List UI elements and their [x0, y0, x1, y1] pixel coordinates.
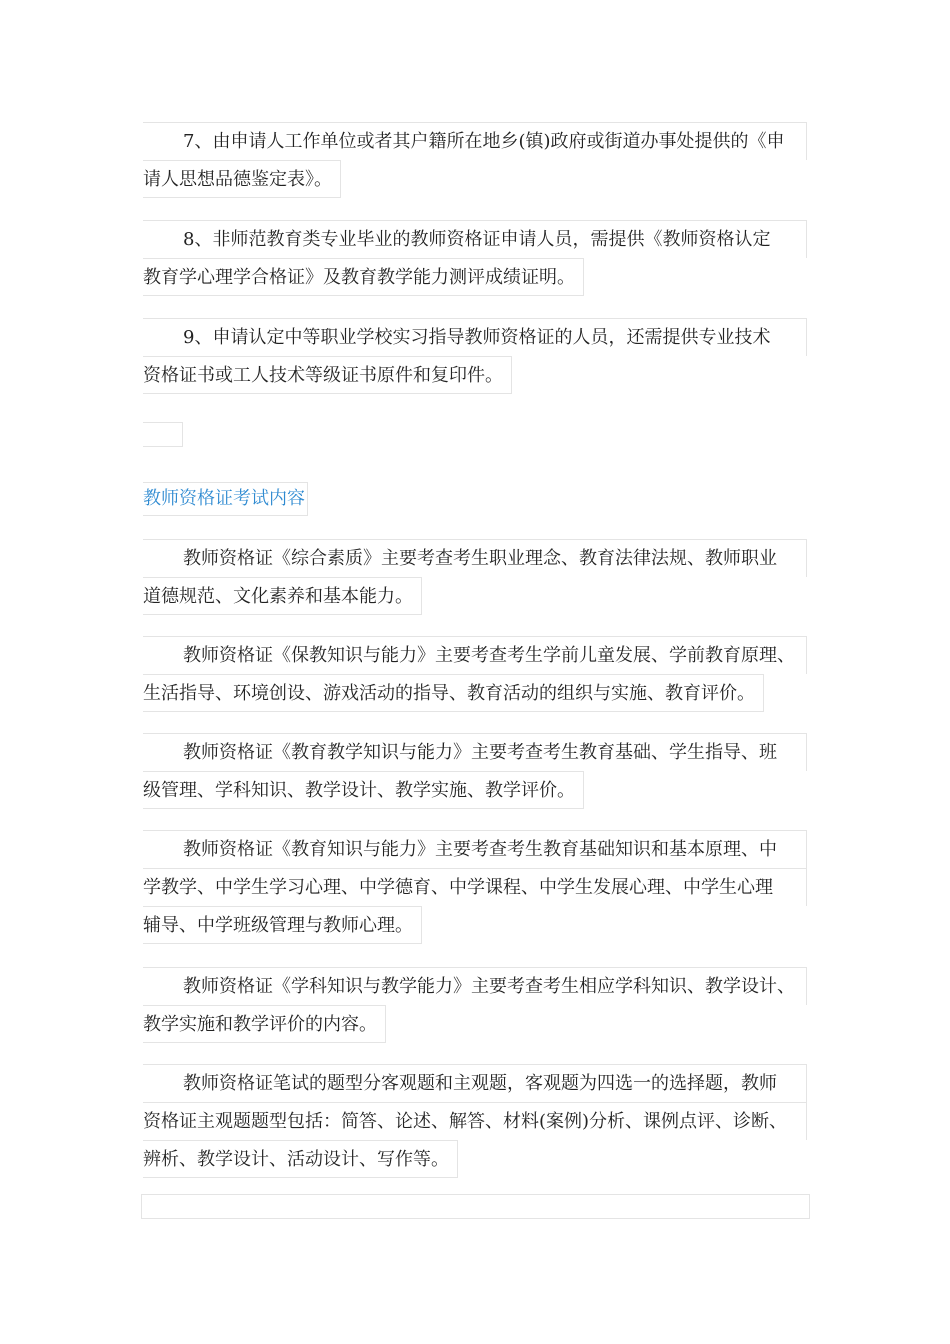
paragraph-line: 教师资格证《教育教学知识与能力》主要考查考生教育基础、学生指导、班: [143, 733, 807, 771]
paragraph-preschool-knowledge: [143, 636, 807, 717]
paragraph-item-8: [143, 220, 807, 301]
paragraph-line: 8、非师范教育类专业毕业的教师资格证申请人员，需提供《教师资格认定: [143, 220, 807, 258]
paragraph-line: 学教学、中学生学习心理、中学德育、中学课程、中学生发展心理、中学生心理: [143, 868, 807, 906]
paragraph-line: 教育学心理学合格证》及教育教学能力测评成绩证明。: [143, 258, 584, 296]
empty-paragraph-bottom: [141, 1194, 810, 1219]
paragraph-item-9: [143, 318, 807, 399]
paragraph-line: 级管理、学科知识、教学设计、教学实施、教学评价。: [143, 771, 584, 809]
paragraph-item-7: [143, 122, 807, 203]
paragraph-subject-knowledge: [143, 967, 807, 1048]
paragraph-line: 教师资格证《学科知识与教学能力》主要考查考生相应学科知识、教学设计、: [143, 967, 807, 1005]
paragraph-line: 资格证主观题题型包括：简答、论述、解答、材料(案例)分析、课例点评、诊断、: [143, 1102, 807, 1140]
paragraph-line: 7、由申请人工作单位或者其户籍所在地乡(镇)政府或街道办事处提供的《申: [143, 122, 807, 160]
paragraph-line: 生活指导、环境创设、游戏活动的指导、教育活动的组织与实施、教育评价。: [143, 674, 764, 712]
paragraph-line: 辅导、中学班级管理与教师心理。: [143, 906, 422, 944]
paragraph-line: 教师资格证《教育知识与能力》主要考查考生教育基础知识和基本原理、中: [143, 830, 807, 868]
section-heading: 教师资格证考试内容: [143, 482, 308, 516]
paragraph-comprehensive-quality: [143, 539, 807, 620]
empty-paragraph: [143, 422, 183, 447]
paragraph-line: 教学实施和教学评价的内容。: [143, 1005, 386, 1043]
paragraph-line: 辨析、教学设计、活动设计、写作等。: [143, 1140, 458, 1178]
paragraph-line: 教师资格证《保教知识与能力》主要考查考生学前儿童发展、学前教育原理、: [143, 636, 807, 674]
paragraph-line: 请人思想品德鉴定表》。: [143, 160, 341, 198]
paragraph-question-types: [143, 1064, 807, 1183]
paragraph-education-knowledge: [143, 830, 807, 949]
paragraph-line: 教师资格证《综合素质》主要考查考生职业理念、教育法律法规、教师职业: [143, 539, 807, 577]
paragraph-line: 9、申请认定中等职业学校实习指导教师资格证的人员，还需提供专业技术: [143, 318, 807, 356]
paragraph-line: 道德规范、文化素养和基本能力。: [143, 577, 422, 615]
paragraph-teaching-knowledge: [143, 733, 807, 814]
paragraph-line: 教师资格证笔试的题型分客观题和主观题，客观题为四选一的选择题，教师: [143, 1064, 807, 1102]
paragraph-line: 资格证书或工人技术等级证书原件和复印件。: [143, 356, 512, 394]
